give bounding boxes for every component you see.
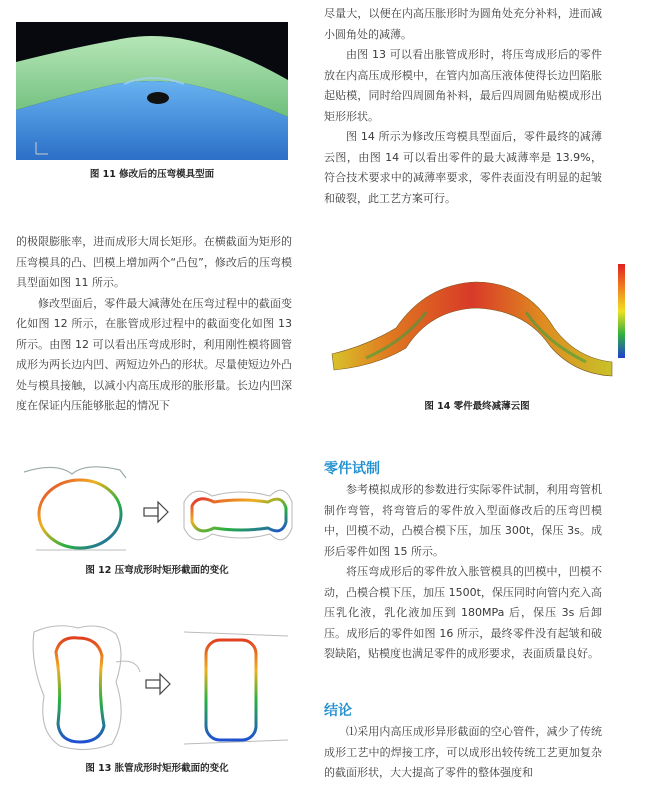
die-cavity-left [33,626,121,750]
bending-section-diagram [16,462,298,554]
right-paragraph-2: 由图 13 可以看出胀管成形时，将压弯成形后的零件放在内高压成形模中，在管内加高压液体使得长边凹陷胀起贴模，同时给四周圆角补料，最后四周圆角贴模成形出矩形形状。 [324,48,602,123]
contour-legend [618,264,625,358]
left-column [16,232,292,417]
hydroforming-section-diagram [16,622,298,754]
right-paragraph-1: 尽量大，以便在内高压胀形时为圆角处充分补料，进而减小圆角处的减薄。 [324,7,602,41]
concave-section [192,499,286,531]
die-hole [147,92,169,104]
round-tube-section [39,480,121,548]
die-surface-render [16,22,288,160]
transition-arrow [144,502,168,522]
section-trial-body [324,480,602,665]
trial-paragraph-1: 参考模拟成形的参数进行实际零件试制，利用弯管机制作弯管，将弯管后的零件放入型面修改后的压弯凹模中，凹模不动，凸模合模下压，加压 300t，保压 3s。成形后零件如图 15 所示。 [324,483,602,558]
trial-paragraph-2: 将压弯成形后的零件放入胀管模具的凹模中，凹模不动，凸模合模下压，加压 1500t，保压同时向管内充入高压乳化液，乳化液加压到 180MPa 后，保压 3s 后卸压。成形后的零件如图 16 所示，最终零件没有起皱和破裂缺陷，贴模度也满足零件的成形要求，表面质量良好。 [324,565,602,660]
left-paragraph-2: 修改型面后，零件最大减薄处在压弯过程中的截面变化如图 12 所示，在胀管成形过程中的截面变化如图 13 所示。由图 12 可以看出压弯成形时，利用刚性模将圆管成形为两长边内凹、两短边外凸的形状。尽量使短边外凸处与模具接触，以减小内高压成形的胀形量。长边内凹深度在保证内压能够胀起的情况下 [16,296,292,412]
figure-11-image [16,22,288,160]
section-title-trial: 零件试制 [324,461,380,477]
figure-14-caption: 图 14 零件最终减薄云图 [424,401,530,412]
die-outline-left [24,467,126,478]
transition-arrow-2 [146,674,170,694]
figure-13-caption: 图 13 胀管成形时矩形截面的变化 [85,763,229,774]
figure-13-image [16,622,298,754]
rectangular-section [206,640,256,740]
right-paragraph-3: 图 14 所示为修改压弯模具型面后，零件最终的减薄云图，由图 14 可以看出零件的最大减薄率是 13.9%，符合技术要求中的减薄率要求，零件表面没有明显的起皱和破裂，此工艺方案可行。 [324,130,602,205]
tube-thinning-map [332,282,612,376]
figure-12-caption: 图 12 压弯成形时矩形截面的变化 [85,565,229,576]
figure-12-image [16,462,298,554]
conclusion-paragraph-1: ⑴采用内高压成形异形截面的空心管件，减少了传统成形工艺中的焊接工序，可以成形出较传统工艺更加复杂的截面形状，大大提高了零件的整体强度和 [324,725,602,779]
thinning-contour-render [326,262,628,386]
figure-11-caption: 图 11 修改后的压弯模具型面 [89,169,215,180]
section-conclusion-body [324,722,602,784]
left-paragraph-1: 的极限膨胀率，进而成形大周长矩形。在横截面为矩形的压弯模具的凸、凹模上增加两个“凸包”，修改后的压弯模具型面如图 11 所示。 [16,235,292,289]
right-column-top [324,4,602,209]
figure-14-image [326,262,628,386]
section-title-conclusion: 结论 [324,703,352,719]
concave-tube-section [56,638,104,742]
